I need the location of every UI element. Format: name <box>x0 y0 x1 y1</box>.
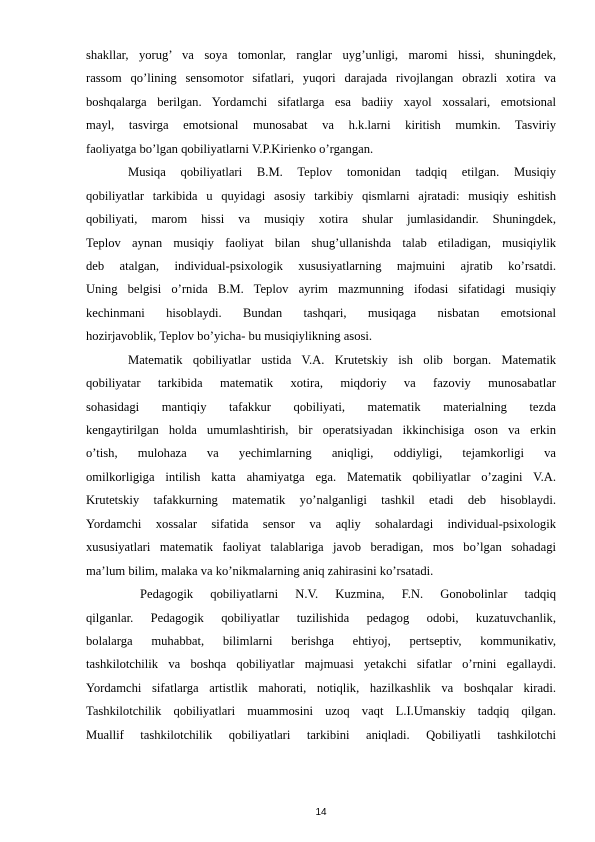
document-body <box>86 44 556 747</box>
text-line: rassom qoʼlining sensomotor sifatlari, yuqori darajada rivojlangan obrazli xotira va <box>86 71 556 86</box>
text-line: boshqalarga berilgan. Yordamchi sifatlarga esa badiiy xayol xossalari, emotsional <box>86 94 556 109</box>
text-line: omilkorligiga intilish katta ahamiyatga ega. Matematik qobiliyatlar o’zagini V.A. <box>86 469 556 484</box>
text-line: Tashkilotchilik qobiliyatlari muammosini uzoq vaqt L.I.Umanskiy tadqiq qilgan. <box>86 704 556 719</box>
text-line: qilganlar. Pedagogik qobiliyatlar tuzilishida pedagog odobi, kuzatuvchanlik, <box>86 610 556 625</box>
text-line: Yordamchi xossalar sifatida sensor va aqliy sohalardagi individual-psixologik <box>86 516 556 531</box>
text-line: qobiliyatlar tarkibida u quyidagi asosiy tarkibiy qismlarni ajratadi: musiqiy eshitish <box>86 188 556 203</box>
text-line: kechinmani hisoblaydi. Bundan tashqari, musiqaga nisbatan emotsional <box>86 305 556 320</box>
text-line: shakllar, yorug’ va soya tomonlar, ranglar uyg’unligi, maromi hissi, shuningdek, <box>86 48 556 62</box>
text-line: mayl, tasvirga emotsional munosabat va h.k.larni kiritish mumkin. Tasviriy <box>86 118 556 133</box>
text-line: Matematik qobiliyatlar ustida V.A. Krutetskiy ish olib borgan. Matematik <box>128 352 556 367</box>
text-line: sohasidagi mantiqiy tafakkur qobiliyati, matematik materialning tezda <box>86 399 556 414</box>
text-line: Krutetskiy tafakkurning matematik yo’nalganligi tashkil etadi deb hisoblaydi. <box>86 493 556 508</box>
text-line: qobiliyati, marom hissi va musiqiy xotira shular jumlasidandir. Shuningdek, <box>86 212 556 227</box>
text-line: o’tish, mulohaza va yechimlarning aniqligi, oddiyligi, tejamkorligi va <box>86 446 556 461</box>
text-line: qobiliyatar tarkibida matematik xotira, miqdoriy va fazoviy munosabatlar <box>86 376 556 391</box>
text-line: bolalarga muhabbat, bilimlarni berishga ehtiyoj, pertseptiv, kommunikativ, <box>86 633 556 648</box>
text-line: deb atalgan, individual-psixologik xususiyatlarning majmuini ajratib ko’rsatdi. <box>86 258 556 273</box>
text-line: Teplov aynan musiqiy faoliyat bilan shug’ullanishda talab etiladigan, musiqiylik <box>86 235 556 250</box>
text-line: tashkilotchilik va boshqa qobiliyatlar majmuasi yetakchi sifatlar o’rnini egallaydi. <box>86 657 556 672</box>
text-line: hozirjavoblik, Teplov bo’yicha- bu musiqiylikning asosi. <box>86 329 373 344</box>
text-line: xususiyatlari matematik faoliyat talablariga javob beradigan, mos boʼlgan sohadagi <box>86 540 556 555</box>
text-line: Uning belgisi o’rnida B.M. Teplov ayrim mazmunning ifodasi sifatidagi musiqiy <box>86 282 556 297</box>
page-number: 14 <box>315 807 327 818</box>
text-line: Yordamchi sifatlarga artistlik mahorati, notiqlik, hazilkashlik va boshqalar kiradi. <box>86 680 556 695</box>
text-line: kengaytirilgan holda umumlashtirish, bir operatsiyadan ikkinchisiga oson va erkin <box>86 423 556 437</box>
text-line: Muallif tashkilotchilik qobiliyatlari tarkibini aniqladi. Qobiliyatli tashkilotchi <box>86 727 556 742</box>
text-line: Musiqa qobiliyatlari B.M. Teplov tomonidan tadqiq etilgan. Musiqiy <box>128 165 556 180</box>
text-line: ma’lum bilim, malaka va ko’nikmalarning aniq zahirasini ko’rsatadi. <box>86 563 434 578</box>
text-line: Pedagogik qobiliyatlarni N.V. Kuzmina, F.N. Gonobolinlar tadqiq <box>140 587 556 602</box>
text-line: faoliyatga boʼlgan qobiliyatlarni V.P.Kirienko oʼrgangan. <box>86 141 374 156</box>
